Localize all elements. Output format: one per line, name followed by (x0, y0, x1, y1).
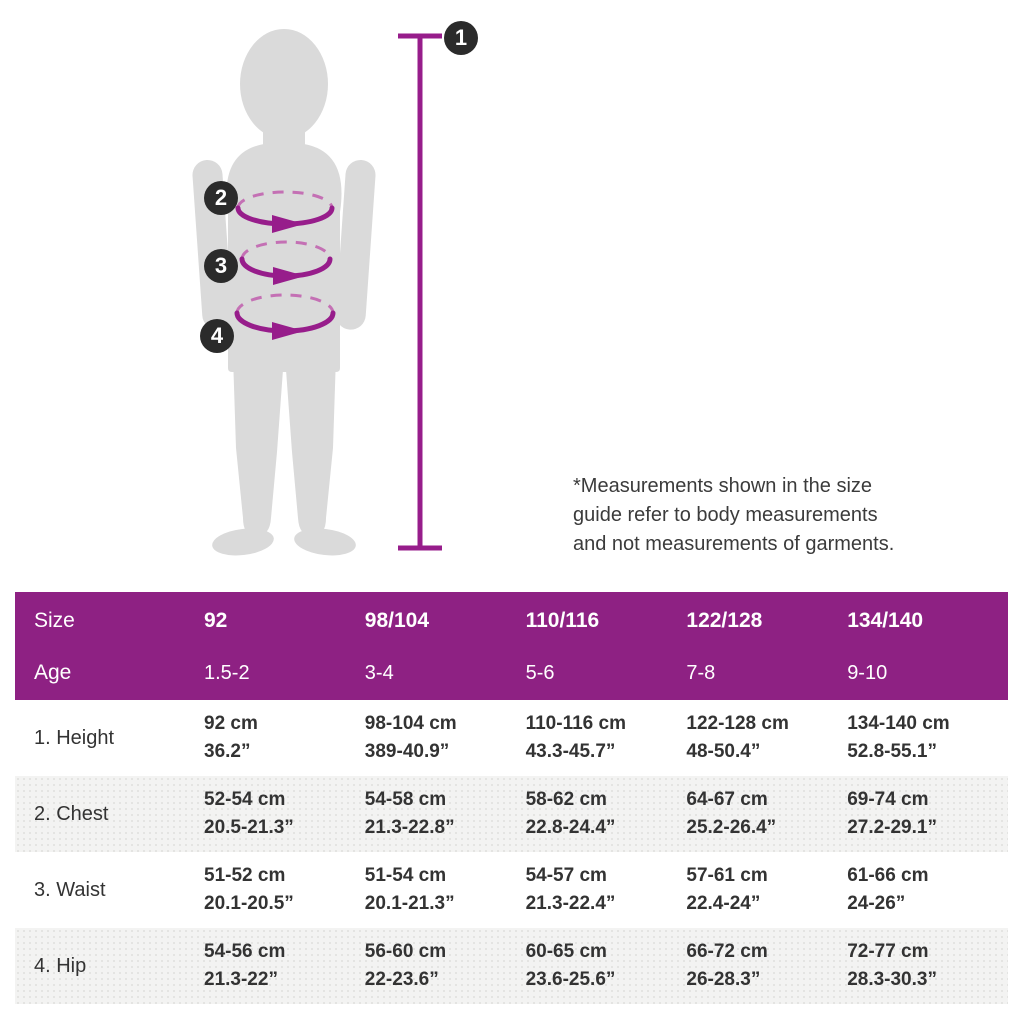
cell: 64-67 cm 25.2-26.4” (686, 789, 777, 838)
height-measure-line (398, 36, 442, 548)
badge-hip: 4 (200, 319, 234, 353)
badge-waist: 3 (204, 249, 238, 283)
cell: 54-58 cm 21.3-22.8” (364, 789, 455, 838)
age-col-3: 5-6 (525, 661, 555, 684)
table-row-chest (15, 776, 1008, 852)
size-col-110-116: 110/116 (525, 609, 600, 632)
size-table-header (15, 592, 1008, 700)
cell: 66-72 cm 26-28.3” (686, 941, 768, 990)
cell: 72-77 cm 28.3-30.3” (847, 941, 937, 990)
measurement-note (573, 472, 963, 559)
note-line-1: *Measurements shown in the size (573, 475, 873, 497)
cell: 60-65 cm 23.6-25.6” (525, 941, 616, 990)
note-line-3: and not measurements of garments. (573, 533, 895, 555)
cell: 122-128 cm 48-50.4” (686, 713, 789, 762)
size-header-row (15, 592, 1008, 646)
age-col-1: 1.5-2 (204, 661, 250, 684)
age-col-5: 9-10 (847, 661, 888, 684)
cell: 134-140 cm 52.8-55.1” (847, 713, 950, 762)
age-label: Age (34, 661, 72, 684)
cell: 69-74 cm 27.2-29.1” (847, 789, 937, 838)
cell: 110-116 cm 43.3-45.7” (525, 713, 626, 762)
cell: 58-62 cm 22.8-24.4” (525, 789, 616, 838)
row-label-height: 1. Height (34, 726, 115, 749)
size-table (15, 592, 1008, 1004)
size-col-98-104: 98/104 (364, 609, 430, 632)
row-label-hip: 4. Hip (34, 954, 87, 977)
badge-height: 1 (444, 21, 478, 55)
size-label: Size (34, 609, 75, 632)
badge-chest: 2 (204, 181, 238, 215)
cell: 54-56 cm 21.3-22” (204, 941, 286, 990)
table-row-height (15, 700, 1008, 776)
child-silhouette (191, 29, 376, 559)
size-col-134-140: 134/140 (847, 609, 924, 632)
row-label-waist: 3. Waist (34, 878, 106, 901)
cell: 92 cm 36.2” (204, 713, 258, 762)
child-measurement-diagram (0, 0, 560, 580)
note-line-2: guide refer to body measurements (573, 504, 878, 526)
cell: 57-61 cm 22.4-24” (686, 865, 768, 914)
table-row-waist (15, 852, 1008, 928)
cell: 56-60 cm 22-23.6” (364, 941, 447, 990)
age-col-4: 7-8 (686, 661, 716, 684)
cell: 52-54 cm 20.5-21.3” (204, 789, 294, 838)
age-header-row (15, 646, 1008, 700)
size-col-122-128: 122/128 (686, 609, 763, 632)
age-col-2: 3-4 (364, 661, 394, 684)
cell: 51-52 cm 20.1-20.5” (204, 865, 294, 914)
table-row-hip (15, 928, 1008, 1004)
row-label-chest: 2. Chest (34, 802, 109, 825)
cell: 54-57 cm 21.3-22.4” (525, 865, 616, 914)
cell: 98-104 cm 389-40.9” (364, 713, 457, 762)
size-col-92: 92 (204, 609, 228, 632)
cell: 51-54 cm 20.1-21.3” (364, 865, 455, 914)
cell: 61-66 cm 24-26” (847, 865, 929, 914)
